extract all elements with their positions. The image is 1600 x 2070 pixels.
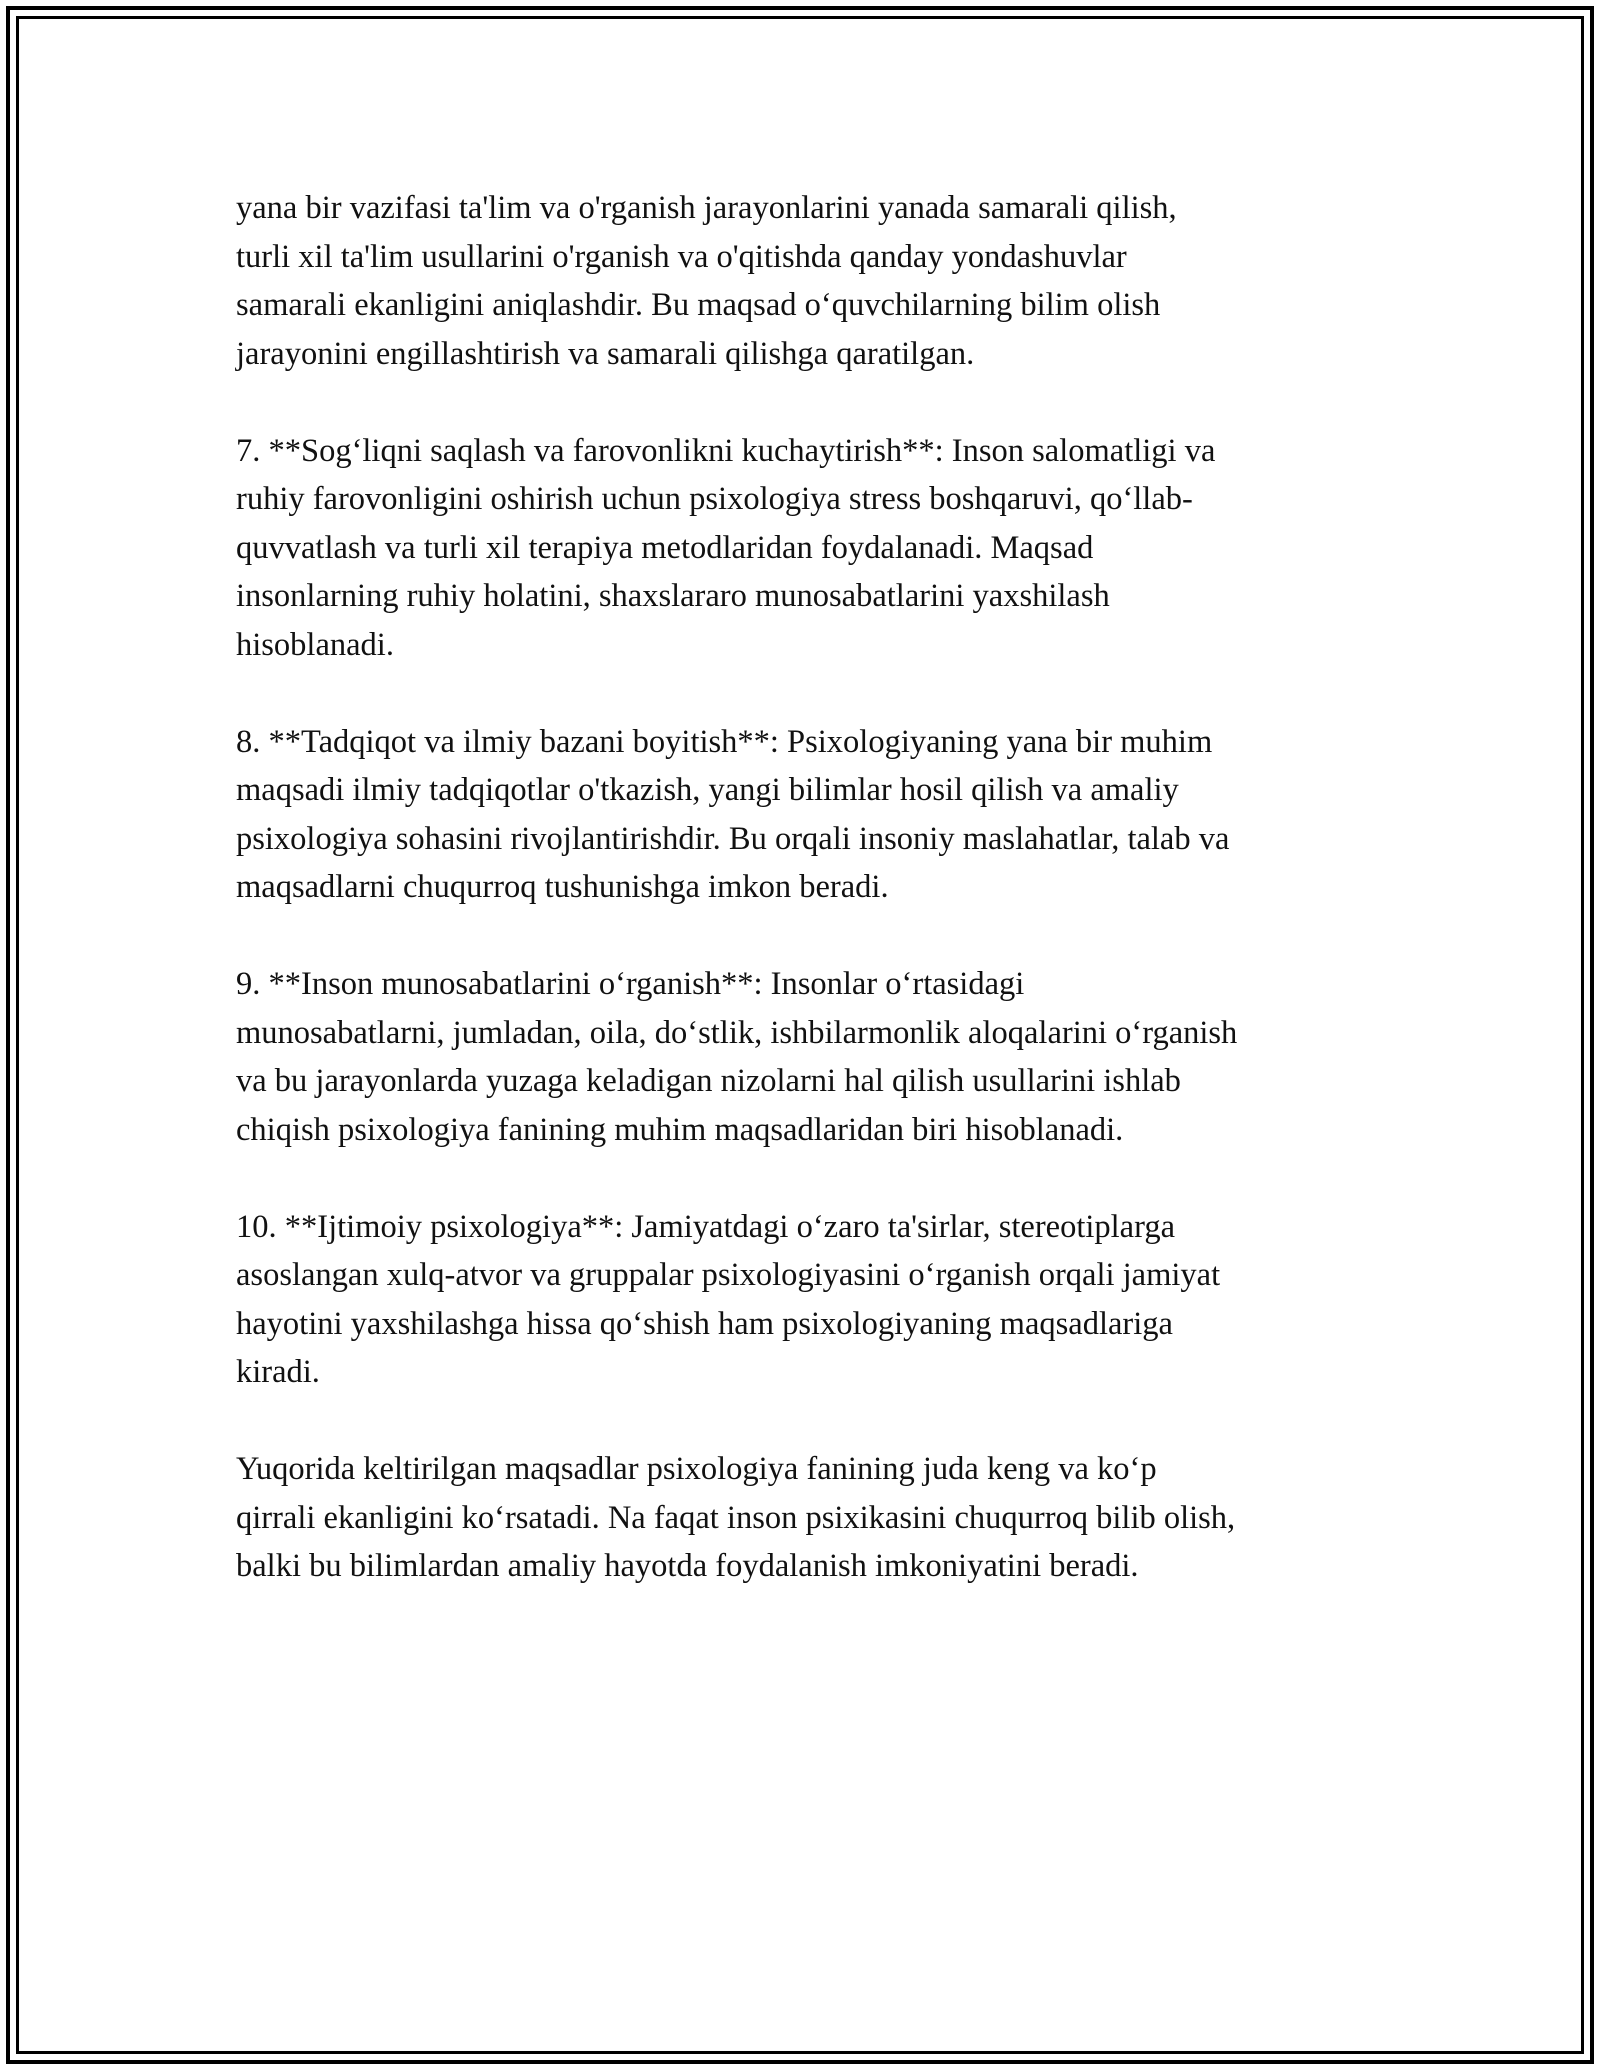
text-line: 10. **Ijtimoiy psixologiya**: Jamiyatdagi o‘zaro ta'sirlar, stereotiplarga [236, 1208, 1176, 1245]
text-line: hisoblanadi. [236, 626, 394, 663]
text-line: qirrali ekanligini ko‘rsatadi. Na faqat inson psixikasini chuqurroq bilib olish, [236, 1499, 1236, 1536]
paragraph-item-8 [236, 718, 1386, 912]
paragraph-conclusion [236, 1445, 1386, 1591]
text-line: Yuqorida keltirilgan maqsadlar psixologiya fanining juda keng va ko‘p [236, 1451, 1157, 1487]
text-line: yana bir vazifasi ta'lim va o'rganish jarayonlarini yanada samarali qilish, [236, 190, 1177, 226]
paragraph-item-7 [236, 427, 1386, 670]
text-line: ruhiy farovonligini oshirish uchun psixologiya stress boshqaruvi, qo‘llab- [236, 481, 1193, 517]
text-line: samarali ekanligini aniqlashdir. Bu maqsad o‘quvchilarning bilim olish [236, 287, 1161, 323]
text-line: kiradi. [236, 1354, 320, 1390]
paragraph-item-10 [236, 1203, 1386, 1397]
text-line: asoslangan xulq-atvor va gruppalar psixologiyasini o‘rganish orqali jamiyat [236, 1257, 1221, 1293]
text-line: hayotini yaxshilashga hissa qo‘shish ham psixologiyaning maqsadlariga [236, 1305, 1173, 1342]
paragraph-item-9 [236, 960, 1386, 1154]
text-line: jarayonini engillashtirish va samarali qilishga qaratilgan. [236, 335, 975, 372]
text-line: va bu jarayonlarda yuzaga keladigan nizolarni hal qilish usullarini ishlab [236, 1063, 1181, 1099]
text-line: 8. **Tadqiqot va ilmiy bazani boyitish**: Psixologiyaning yana bir muhim [236, 723, 1213, 760]
text-line: maqsadi ilmiy tadqiqotlar o'tkazish, yangi bilimlar hosil qilish va amaliy [236, 772, 1179, 808]
document-body [236, 184, 1386, 1639]
text-line: maqsadlarni chuqurroq tushunishga imkon beradi. [236, 869, 889, 905]
paragraph-intro-continuation [236, 184, 1386, 378]
text-line: psixologiya sohasini rivojlantirishdir. Bu orqali insoniy maslahatlar, talab va [236, 820, 1230, 857]
text-line: munosabatlarni, jumladan, oila, do‘stlik, ishbilarmonlik aloqalarini o‘rganish [236, 1014, 1238, 1051]
text-line: 7. **Sog‘liqni saqlash va farovonlikni kuchaytirish**: Inson salomatligi va [236, 432, 1216, 469]
text-line: balki bu bilimlardan amaliy hayotda foydalanish imkoniyatini beradi. [236, 1548, 1139, 1584]
text-line: insonlarning ruhiy holatini, shaxslararo munosabatlarini yaxshilash [236, 578, 1110, 614]
text-line: quvvatlash va turli xil terapiya metodlaridan foydalanadi. Maqsad [236, 529, 1094, 566]
text-line: 9. **Inson munosabatlarini o‘rganish**: Insonlar o‘rtasidagi [236, 966, 1025, 1002]
text-line: turli xil ta'lim usullarini o'rganish va o'qitishda qanday yondashuvlar [236, 238, 1127, 275]
text-line: chiqish psixologiya fanining muhim maqsadlaridan biri hisoblanadi. [236, 1111, 1124, 1148]
